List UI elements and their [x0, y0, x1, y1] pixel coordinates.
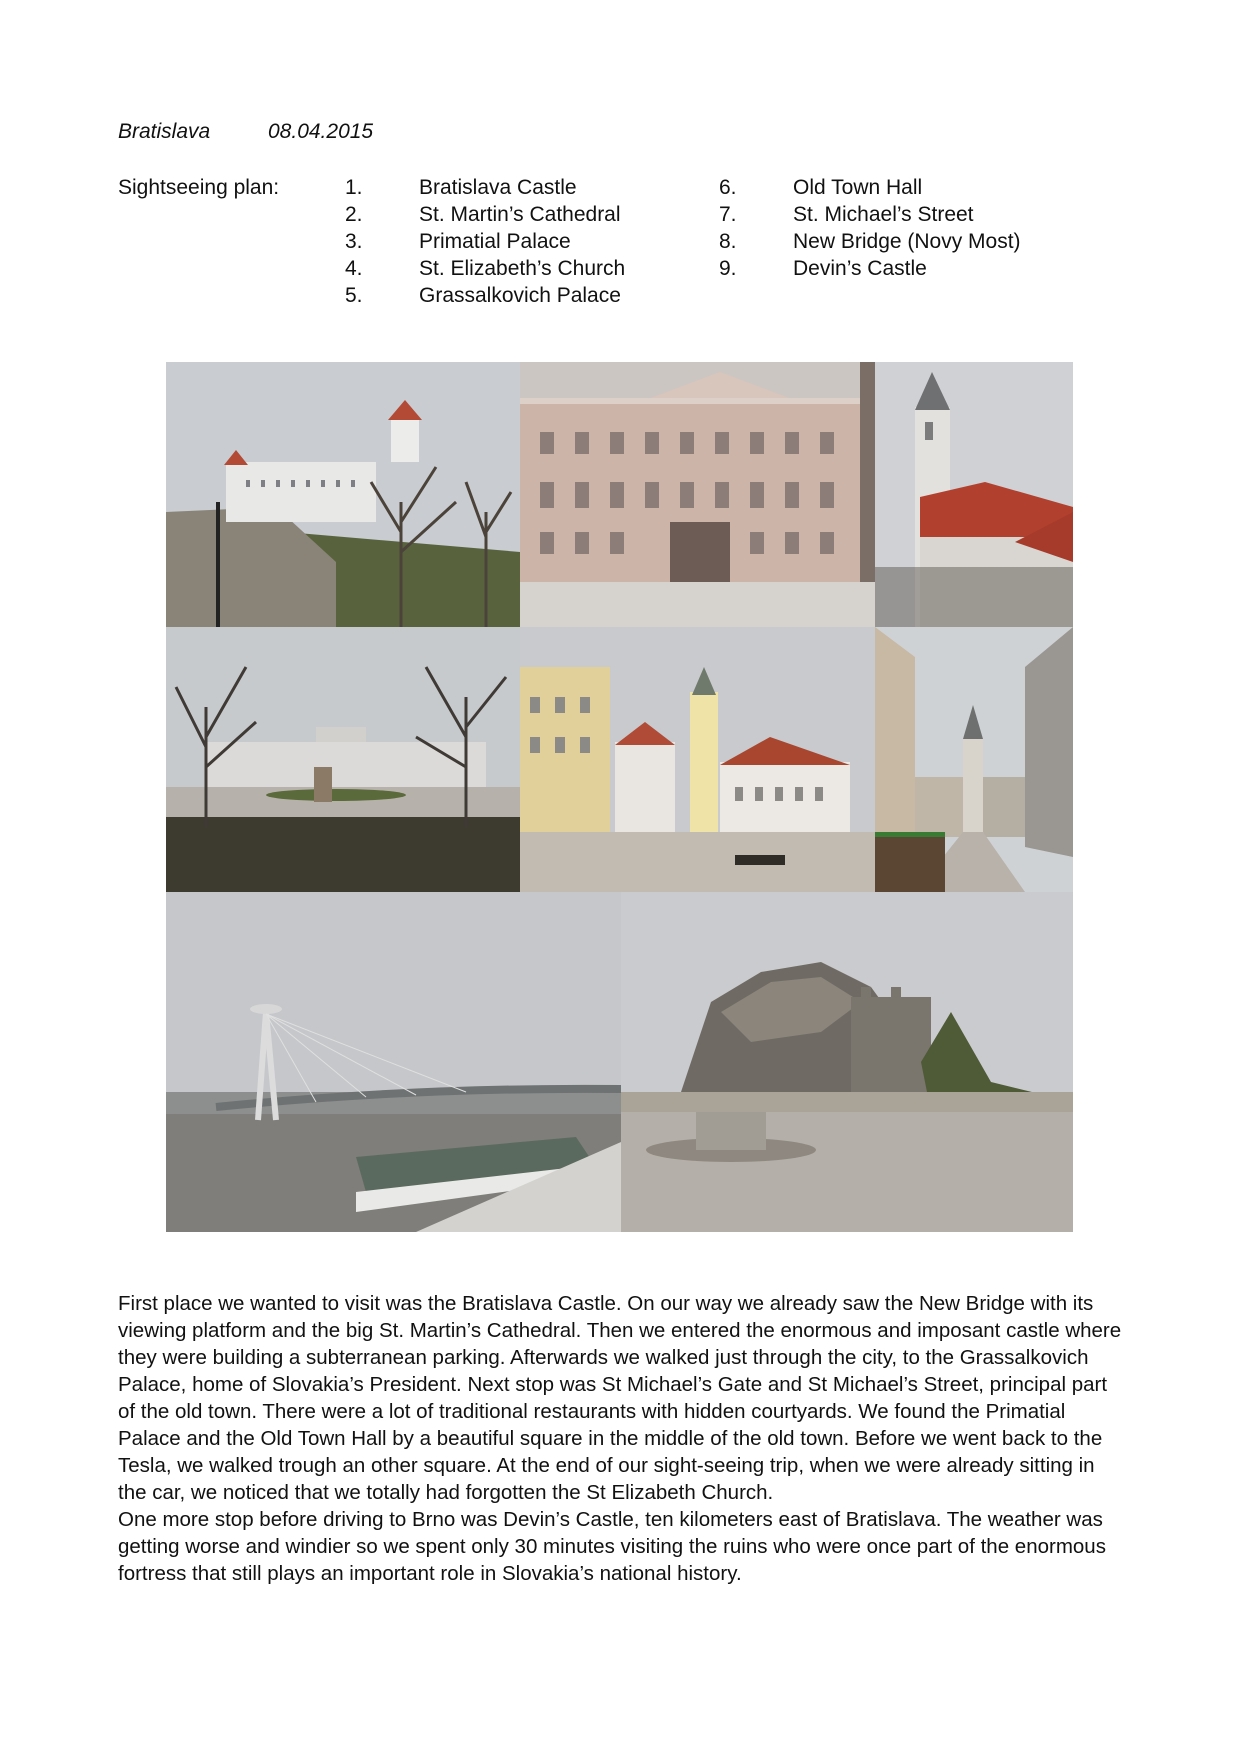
plan-item-number: 5.	[345, 284, 363, 307]
photo-grassalkovich-palace	[166, 627, 520, 892]
plan-item	[345, 228, 625, 255]
plan-item-name: St. Martin’s Cathedral	[419, 203, 621, 226]
plan-column-left	[345, 174, 625, 309]
plan-label: Sightseeing plan:	[118, 176, 280, 199]
plan-item	[345, 174, 625, 201]
photo-old-town-hall	[520, 627, 875, 892]
plan-item-name: New Bridge (Novy Most)	[793, 230, 1021, 253]
plan-column-right	[719, 174, 1021, 282]
photo-st-martins-cathedral	[875, 362, 1073, 627]
plan-item-number: 9.	[719, 257, 737, 280]
plan-item-number: 2.	[345, 203, 363, 226]
plan-item-name: Primatial Palace	[419, 230, 571, 253]
photo-devins-castle	[621, 892, 1073, 1232]
plan-item-name: Grassalkovich Palace	[419, 284, 621, 307]
plan-item-name: St. Michael’s Street	[793, 203, 974, 226]
photo-new-bridge	[166, 892, 621, 1232]
narrative-paragraph: One more stop before driving to Brno was Devin’s Castle, ten kilometers east of Bratislava. The weather was getting worse and windier so we spent only 30 minutes visiting the ruins who were once part of the enormous fortress that still plays an important role in Slovakia’s national history.	[118, 1508, 1106, 1585]
plan-item-number: 8.	[719, 230, 737, 253]
plan-item-name: Devin’s Castle	[793, 257, 927, 280]
plan-item-number: 7.	[719, 203, 737, 226]
plan-item-number: 3.	[345, 230, 363, 253]
plan-item	[719, 174, 1021, 201]
plan-item	[345, 282, 625, 309]
plan-item-number: 6.	[719, 176, 737, 199]
plan-item	[345, 255, 625, 282]
plan-item-number: 1.	[345, 176, 363, 199]
plan-item-name: St. Elizabeth’s Church	[419, 257, 626, 280]
photo-bratislava-castle	[166, 362, 520, 627]
plan-item	[719, 255, 1021, 282]
plan-item-name: Bratislava Castle	[419, 176, 577, 199]
plan-item-number: 4.	[345, 257, 363, 280]
date-label: 08.04.2015	[268, 120, 374, 143]
narrative-text	[118, 1290, 1128, 1587]
photo-primatial-palace	[520, 362, 875, 627]
plan-item	[719, 228, 1021, 255]
plan-item	[719, 201, 1021, 228]
narrative-paragraph: First place we wanted to visit was the Bratislava Castle. On our way we already saw the New Bridge with its viewing platform and the big St. Martin’s Cathedral. Then we entered the enormous and imposant castle where they were building a subterranean parking. Afterwards we walked just through the city, to the Grassalkovich Palace, home of Slovakia’s President. Next stop was St Michael’s Gate and St Michael’s Street, principal part of the old town. There were a lot of traditional restaurants with hidden courtyards. We found the Primatial Palace and the Old Town Hall by a beautiful square in the middle of the old town. Before we went back to the Tesla, we walked trough an other square. At the end of our sight-seeing trip, when we were already sitting in the car, we noticed that we totally had forgotten the St Elizabeth Church.	[118, 1292, 1122, 1504]
city-title: Bratislava	[118, 120, 211, 143]
plan-item-name: Old Town Hall	[793, 176, 923, 199]
plan-item	[345, 201, 625, 228]
photo-st-michaels-street	[875, 627, 1073, 892]
